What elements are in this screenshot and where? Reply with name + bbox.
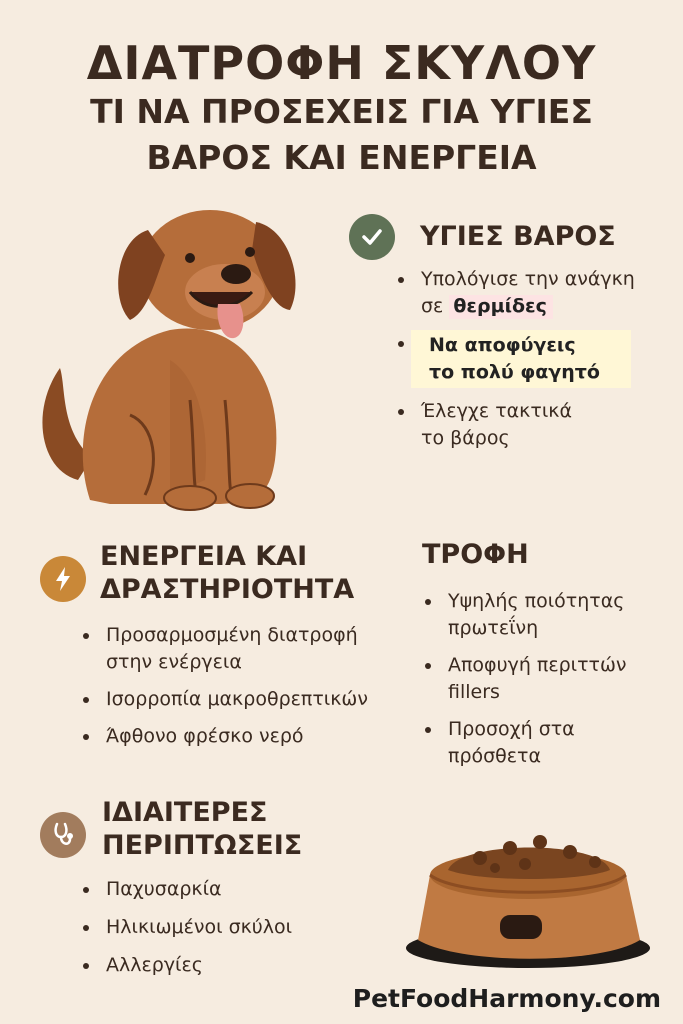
list-item: Αλλεργίες [78,952,398,979]
special-heading [102,796,302,862]
dog-tongue [217,304,243,338]
list-item: Άφθονο φρέσκο νερό [78,723,398,750]
list-item: Υψηλής ποιότητας πρωτεΐνη [420,588,660,642]
list-item: Ισορροπία μακροθρεπτικών [78,686,398,713]
check-badge [349,214,395,260]
energy-list [78,622,398,750]
dog-illustration [20,200,320,520]
healthy-weight-heading: ΥΓΙΕΣ ΒΑΡΟΣ [420,221,616,252]
title-line-1: ΔΙΑΤΡΟΦΗ ΣΚΥΛΟΥ [86,36,597,90]
lightning-icon [51,565,75,593]
list-item [393,330,663,388]
check-icon [359,224,385,250]
footer-site[interactable]: PetFoodHarmony.com [352,984,661,1013]
energy-heading [100,540,354,606]
food-list [420,588,660,770]
title-line-3: ΒΑΡΟΣ ΚΑΙ ΕΝΕΡΓΕΙΑ [146,138,537,177]
highlight-overeating: Να αποφύγεις το πολύ φαγητό [411,330,631,388]
list-item: Προσαρμοσμένη διατροφή στην ενέργεια [78,622,376,676]
list-item: Προσοχή στα πρόσθετα [420,716,618,770]
healthy-weight-list [393,266,663,452]
food-heading: ΤΡΟΦΗ [422,539,529,570]
dog-nose [221,264,251,284]
bowl-opening [500,915,542,939]
list-item: Αποφυγή περιττών fillers [420,652,660,706]
special-list [78,876,398,979]
special-heading-line-2: ΠΕΡΙΠΤΩΣΕΙΣ [102,830,303,861]
list-item-text: Υπολόγισε την ανάγκη σε [421,268,635,317]
stethoscope-icon [50,821,76,849]
highlight-calories: θερμίδες [449,295,553,319]
list-item: Ηλικιωμένοι σκύλοι [78,914,398,941]
energy-heading-line-1: ΕΝΕΡΓΕΙΑ ΚΑΙ [100,541,308,572]
title-line-2: ΤΙ ΝΑ ΠΡΟΣΕΧΕΙΣ ΓΙΑ ΥΓΙΕΣ [90,92,593,131]
special-badge [40,812,86,858]
list-item: Έλεγχε τακτικά το βάρος [393,398,591,452]
special-heading-line-1: ΙΔΙΑΙΤΕΡΕΣ [102,797,268,828]
list-item [393,266,636,320]
list-item: Παχυσαρκία [78,876,398,903]
energy-heading-line-2: ΔΡΑΣΤΗΡΙΟΤΗΤΑ [100,574,355,605]
energy-badge [40,556,86,602]
food-bowl-illustration [400,820,660,980]
